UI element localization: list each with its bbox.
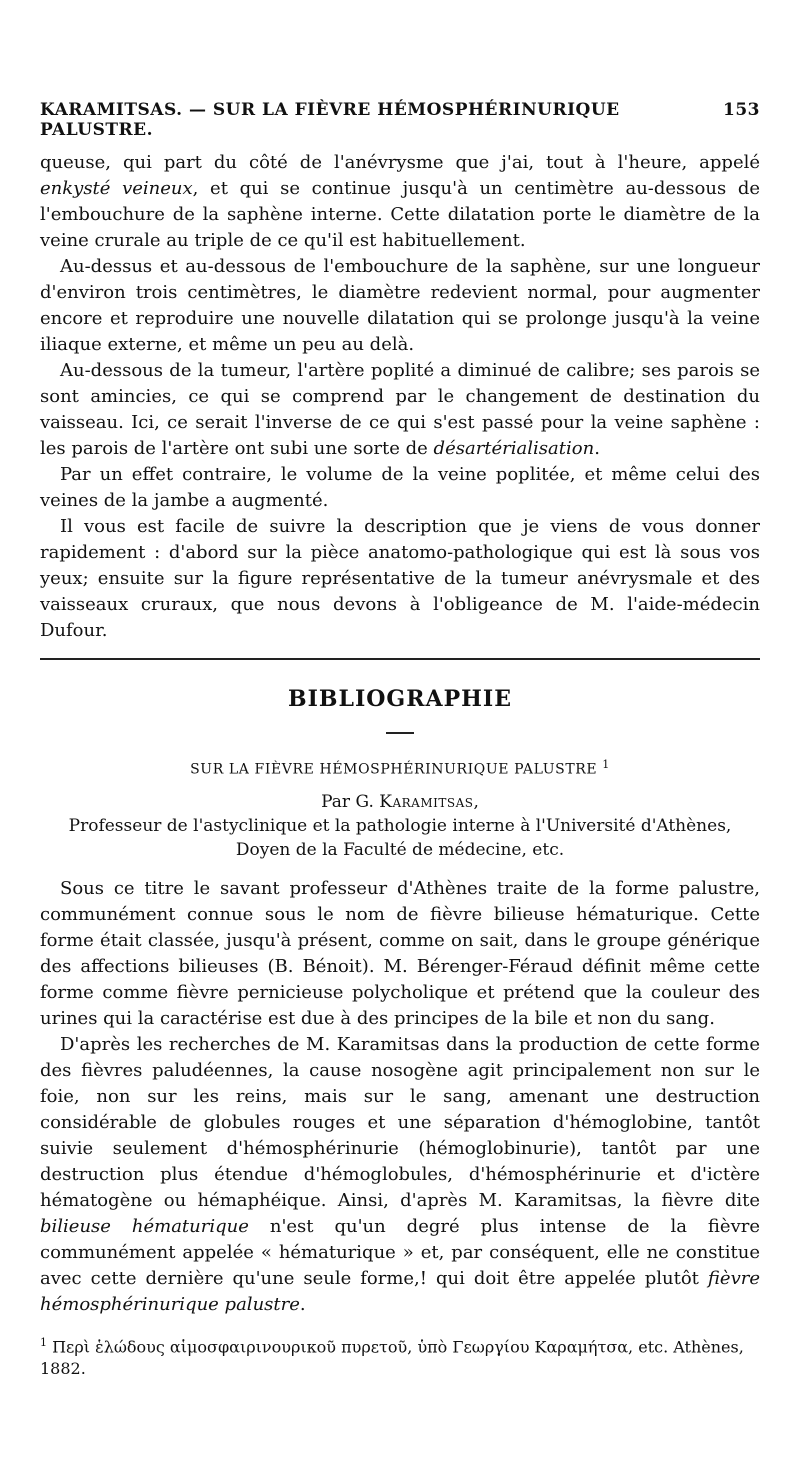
article-body <box>40 150 760 644</box>
running-head <box>40 100 760 140</box>
footnote-marker: 1 <box>40 1335 47 1349</box>
italic-term: enkysté veineux <box>40 178 193 199</box>
body-paragraph: Il vous est facile de suivre la description que je viens de vous donner rapidement : d'abord sur la pièce anatomo-pathologique qui est là sous vos yeux; ensuite sur la figure représentative de la tumeur anévrysmale et des vaisseaux cruraux, que nous devons à l'obligeance de M. l'aide-médecin Dufour. <box>40 516 760 641</box>
author-name: Karamitsas <box>379 791 474 812</box>
review-paragraph: Sous ce titre le savant professeur d'Athènes traite de la forme palustre, communément connue sous le nom de fièvre bilieuse hématurique. Cette forme était classée, jusqu'à présent, comme on sait, dans le groupe générique des affections bilieuses (B. Bénoit). M. Bérenger-Féraud définit même cette forme comme fièvre pernicieuse polycholique et prétend que la couleur des urines qui la caractérise est due à des principes de la bile et non du sang. <box>40 877 760 1029</box>
review-title <box>40 758 760 778</box>
italic-term: désartérialisation <box>433 438 595 459</box>
italic-term: fièvre hémosphérinurique palustre <box>40 1267 760 1315</box>
section-divider <box>40 658 760 660</box>
footnote-ref: 1 <box>602 758 610 771</box>
page <box>40 100 760 1380</box>
page-number: 153 <box>723 100 760 120</box>
author-prefix: Par G. <box>321 791 380 812</box>
review-author <box>40 790 760 814</box>
italic-term: bilieuse hématurique <box>40 1215 249 1237</box>
author-suffix: , <box>473 791 479 812</box>
author-affiliation: Professeur de l'astyclinique et la pathologie interne à l'Université d'Athènes, <box>68 815 732 836</box>
heading-dash <box>386 732 414 734</box>
review-paragraph: D'après les recherches de M. Karamitsas dans la production de cette forme des fièvres paludéennes, la cause nosogène agit principalement non sur le foie, non sur les reins, mais sur le sang, amenant une destruction considérable de globules rouges et une séparation d'hémoglobine, tantôt suivie seulement d'hémosphérinurie (hémoglobinurie), tantôt par une destruction plus étendue d'hémoglobules, d'hémosphérinurie et d'ictère hématogène ou hémaphéique. Ainsi, d'après M. Karamitsas, la fièvre dite bilieuse hématurique n'est qu'un degré plus intense de la fièvre communément appelée « hématurique » et, par conséquent, elle ne constitue avec cette dernière qu'une seule forme,! qui doit être appelée plutôt fièvre hémosphérinurique palustre. <box>40 1033 760 1315</box>
section-heading: BIBLIOGRAPHIE <box>288 686 512 712</box>
body-paragraph: queuse, qui part du côté de l'anévrysme que j'ai, tout à l'heure, appelé enkysté veineux, et qui se continue jusqu'à un centimètre au-dessous de l'embouchure de la saphène interne. Cette dilatation porte le diamètre de la veine crurale au triple de ce qu'il est habituellement. <box>40 152 761 251</box>
running-head-title: KARAMITSAS. — SUR LA FIÈVRE HÉMOSPHÉRINURIQUE PALUSTRE. <box>40 100 620 140</box>
body-paragraph: Au-dessous de la tumeur, l'artère poplité a diminué de calibre; ses parois se sont amincies, ce qui se comprend par le changement de destination du vaisseau. Ici, ce serait l'inverse de ce qui s'est passé pour la veine saphène : les parois de l'artère ont subi une sorte de désartérialisation. <box>40 360 760 459</box>
footnote-text: Περὶ ἑλώδους αἱμοσφαιρινουρικοῦ πυρετοῦ, ὑπὸ Γεωργίου Καραμήτσα, etc. Athènes, 1882. <box>40 1336 744 1378</box>
review-title-text: SUR LA FIÈVRE HÉMOSPHÉRINURIQUE PALUSTRE <box>190 761 598 778</box>
body-paragraph: Par un effet contraire, le volume de la veine poplitée, et même celui des veines de la jambe a augmenté. <box>40 464 760 511</box>
body-paragraph: Au-dessus et au-dessous de l'embouchure de la saphène, sur une longueur d'environ trois centimètres, le diamètre redevient normal, pour augmenter encore et reproduire une nouvelle dilatation qui se prolonge jusqu'à la veine iliaque externe, et même un peu au delà. <box>40 256 760 355</box>
footnote <box>40 1332 760 1380</box>
review-body <box>40 876 760 1318</box>
author-dean: Doyen de la Faculté de médecine, etc. <box>235 839 565 860</box>
